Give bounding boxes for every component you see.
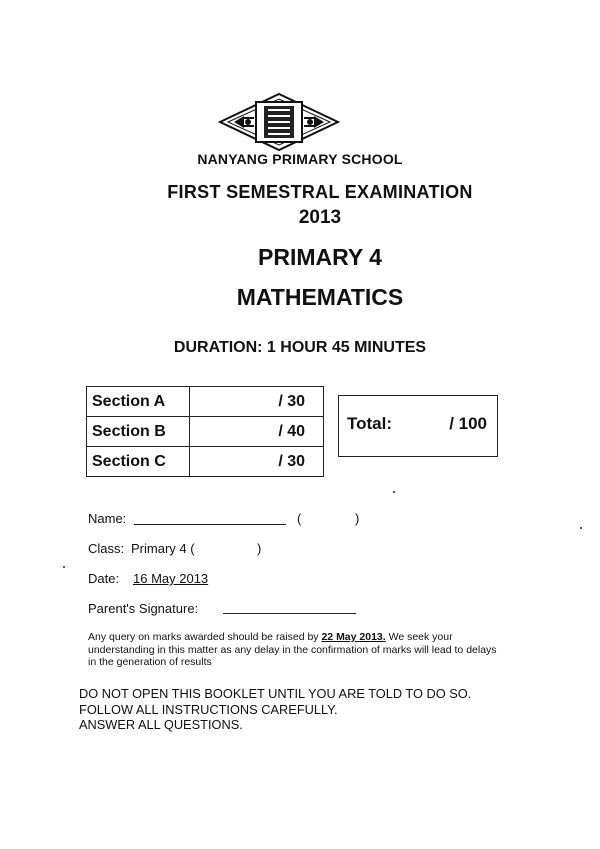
total-box [338, 395, 498, 457]
section-marks: / 40 [190, 417, 324, 447]
total-value: / 100 [449, 414, 487, 433]
class-value: Primary 4 ( [131, 541, 195, 556]
section-row [87, 417, 324, 447]
scan-speck [63, 566, 65, 568]
date-value: 16 May 2013 [133, 571, 209, 586]
instruction-line: FOLLOW ALL INSTRUCTIONS CAREFULLY. [79, 701, 338, 717]
section-marks: / 30 [190, 387, 324, 417]
notice-deadline: 22 May 2013. [321, 631, 386, 643]
class-index-close: ) [257, 541, 262, 556]
name-index-close: ) [355, 511, 360, 526]
signature-label: Parent's Signature: [88, 601, 199, 616]
name-line[interactable] [134, 524, 286, 525]
section-name: Section C [87, 447, 190, 477]
exam-year: 2013 [298, 207, 342, 228]
marks-query-notice [88, 631, 498, 669]
section-row [87, 447, 324, 477]
scan-speck [393, 491, 395, 493]
section-marks: / 30 [190, 447, 324, 477]
section-row [87, 387, 324, 417]
school-name: NANYANG PRIMARY SCHOOL [197, 151, 403, 167]
section-name: Section A [87, 387, 190, 417]
level-heading: PRIMARY 4 [258, 244, 382, 270]
instruction-line: DO NOT OPEN THIS BOOKLET UNTIL YOU ARE TOLD TO DO SO. [79, 686, 472, 701]
class-label: Class: [88, 541, 125, 556]
subject-heading: MATHEMATICS [236, 284, 404, 310]
section-marks-table [86, 386, 324, 477]
total-label: Total: [347, 414, 393, 433]
instruction-line: ANSWER ALL QUESTIONS. [79, 717, 243, 732]
notice-text-after: We seek your understanding in this matter as any delay in the confirmation of marks will lead to delays in the generation of results [88, 631, 497, 668]
duration-text: DURATION: 1 HOUR 45 MINUTES [173, 339, 427, 356]
name-label: Name: [88, 511, 127, 526]
date-label: Date: [88, 571, 120, 586]
section-name: Section B [87, 417, 190, 447]
exam-title: FIRST SEMESTRAL EXAMINATION [167, 182, 473, 202]
scan-speck [580, 527, 582, 529]
school-crest-logo [218, 92, 340, 152]
signature-line[interactable] [223, 613, 356, 614]
notice-text-before: Any query on marks awarded should be raised by [88, 631, 322, 643]
name-index-open: ( [297, 511, 302, 526]
exam-instructions [79, 686, 471, 733]
